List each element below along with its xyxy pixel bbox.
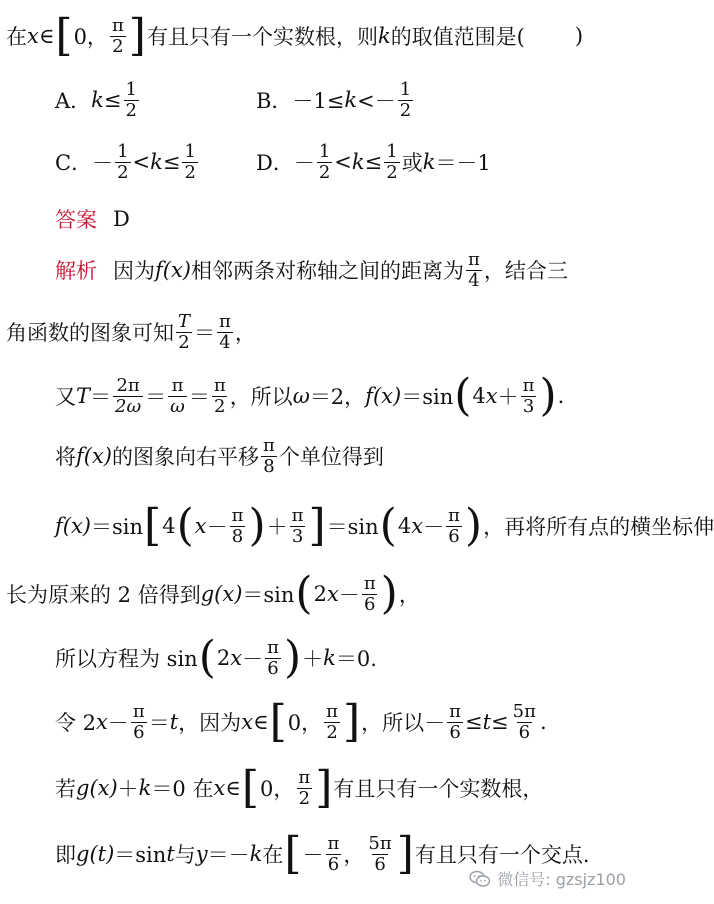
var-k: k xyxy=(377,24,391,48)
option-b: B． －1≤ k <－ $\frac{1}{2}$ xyxy=(256,79,412,121)
fraction: $\frac{1}{2}$ xyxy=(318,141,331,183)
text: 的取值范围是( xyxy=(390,25,525,49)
bracket-left: [ xyxy=(55,10,73,61)
watermark xyxy=(469,867,626,890)
analysis-label: 解析 xyxy=(55,259,97,284)
fraction: $\frac{1}{2}$ xyxy=(125,79,137,121)
fraction: $\frac{1}{2}$ xyxy=(399,79,412,121)
watermark-text: 微信号: gzsjz100 xyxy=(497,870,626,889)
answer-label: 答案 xyxy=(55,208,97,232)
option-c: C． － $\frac{1}{2}$ < k ≤ $\frac{1}{2}$ xyxy=(55,141,196,183)
text: 在 xyxy=(6,25,27,49)
analysis-line-5: f(x) ＝sin [ 4 ( x － $\frac{\pi}{8}$ ) ＋ $\frac{\pi}{3}$ ] ＝sin ( 4 x － $\frac{\pi}{6}$ ) ，再将所有点的横坐标伸 xyxy=(55,500,714,551)
option-label: A． xyxy=(55,89,92,114)
option-label: D． xyxy=(256,151,294,176)
fraction: $\frac{1}{2}$ xyxy=(184,141,196,183)
var-x: x xyxy=(27,24,39,48)
wechat-icon xyxy=(469,870,491,888)
option-d: D． － $\frac{1}{2}$ < k ≤ $\frac{1}{2}$ 或 k ＝－1 xyxy=(256,141,491,183)
text: ) xyxy=(574,24,584,48)
text: 有且只有一个实数根，则 xyxy=(146,25,378,49)
fraction: $\frac{1}{2}$ xyxy=(117,141,129,183)
answer-line xyxy=(55,204,632,234)
bracket-right: ] xyxy=(128,10,146,61)
question-line xyxy=(6,10,632,61)
analysis-line-9: 若 g(x) ＋ k ＝0 在 x ∈ [ 0， $\frac{\pi}{2}$ ] 有且只有一个实数根， xyxy=(55,762,544,813)
symbol-in: ∈ xyxy=(38,24,55,48)
analysis-line-8: 令 2 x － $\frac{\pi}{6}$ ＝ t ，因为 x ∈ [ 0， $\frac{\pi}{2}$ ] ，所以－ $\frac{\pi}{6}$ ≤ t ≤ $\frac{5\pi}{6}$ . xyxy=(55,696,547,747)
answer-value: D xyxy=(113,207,130,231)
fraction: $\frac{\pi}{2}$ xyxy=(111,14,124,57)
analysis-line-10: 即 g(t) ＝sin t 与 y ＝－ k 在 [ － $\frac{\pi}{6}$ ， $\frac{5\pi}{6}$ ] 有且只有一个交点. xyxy=(55,828,590,879)
text: 0， xyxy=(73,25,108,49)
analysis-line-3: 又 T ＝ $\frac{2\pi}{2\omega}$ ＝ $\frac{\pi}{\omega}$ ＝ $\frac{\pi}{2}$ ，所以 ω ＝2， f(x) ＝sin ( 4 x ＋ $\frac{\pi}{3}$ ) . xyxy=(55,370,565,421)
analysis-line-4: 将 f(x) 的图象向右平移 $\frac{\pi}{8}$ 个单位得到 xyxy=(55,435,384,477)
analysis-line-1: 解析 因为 f(x) 相邻两条对称轴之间的距离为 $\frac{\pi}{4}$ ，结合三 xyxy=(55,249,568,291)
fraction: $\frac{1}{2}$ xyxy=(386,141,398,183)
option-a: A． k ≤ $\frac{1}{2}$ xyxy=(55,79,137,121)
analysis-line-2: 角函数的图象可知 $\frac{T}{2}$ ＝ $\frac{\pi}{4}$ ， xyxy=(6,311,256,353)
option-label: B． xyxy=(256,89,293,114)
analysis-line-7: 所以方程为 sin ( 2 x － $\frac{\pi}{6}$ ) ＋ k ＝0. xyxy=(55,632,377,683)
analysis-line-6: 长为原来的 2 倍得到 g(x) ＝sin ( 2 x － $\frac{\pi}{6}$ ) ， xyxy=(6,568,420,619)
option-label: C． xyxy=(55,151,93,176)
